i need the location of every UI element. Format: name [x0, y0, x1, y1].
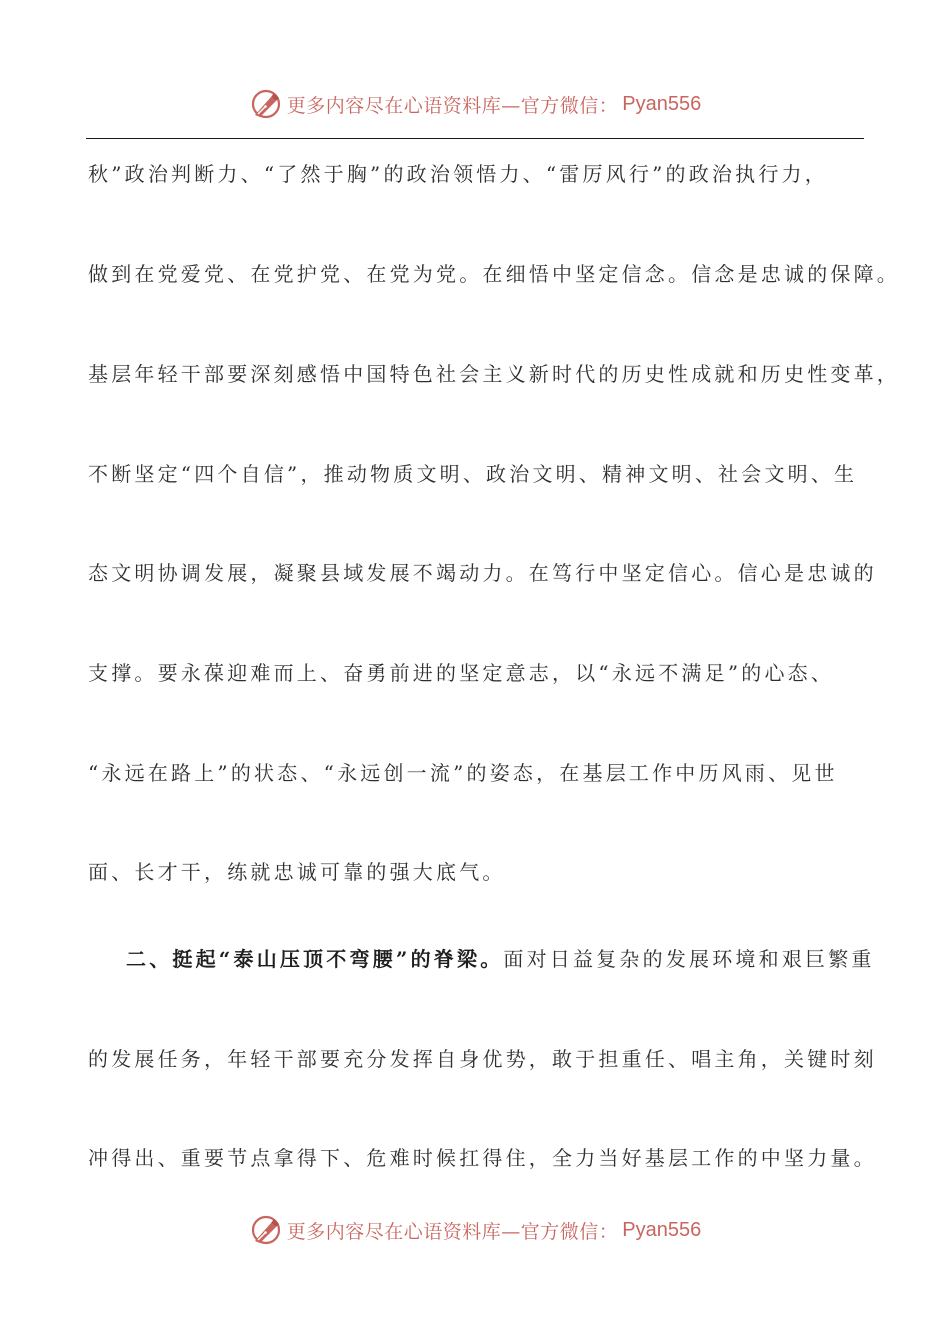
- paragraph-line: 不断坚定“四个自信”，推动物质文明、政治文明、精神文明、社会文明、生: [88, 462, 858, 486]
- paragraph-line: 冲得出、重要节点拿得下、危难时候扛得住，全力当好基层工作的中坚力量。: [88, 1146, 877, 1170]
- page-header: [0, 84, 950, 124]
- paragraph-line: 面、长才干，练就忠诚可靠的强大底气。: [88, 860, 506, 884]
- pen-nib-icon: [249, 1213, 283, 1247]
- paragraph-line: 支撑。要永葆迎难而上、奋勇前进的坚定意志，以“永远不满足”的心态、: [88, 661, 835, 685]
- header-brand-text: 更多内容尽在心语资料库—官方微信：: [286, 94, 619, 117]
- paragraph-line: 的发展任务，年轻干部要充分发挥自身优势，敢于担重任、唱主角，关键时刻: [88, 1047, 877, 1071]
- header-brand-id: Pyan556: [622, 92, 702, 115]
- paragraph-line: 做到在党爱党、在党护党、在党为党。在细悟中坚定信念。信念是忠诚的保障。: [88, 262, 900, 286]
- header-brand: [249, 87, 701, 121]
- section-first-line: [126, 943, 875, 972]
- page-footer: [0, 1210, 950, 1250]
- pen-nib-icon: [249, 87, 283, 121]
- footer-brand-text: 更多内容尽在心语资料库—官方微信：: [286, 1220, 619, 1243]
- footer-brand: [249, 1213, 701, 1247]
- paragraph-line: 态文明协调发展，凝聚县域发展不竭动力。在笃行中坚定信心。信心是忠诚的: [88, 561, 877, 585]
- section-first-line-text: 面对日益复杂的发展环境和艰巨繁重: [503, 947, 875, 971]
- paragraph-line: 基层年轻干部要深刻感悟中国特色社会主义新时代的历史性成就和历史性变革，: [88, 362, 900, 386]
- footer-brand-id: Pyan556: [622, 1218, 702, 1241]
- paragraph-line: 秋”政治判断力、“了然于胸”的政治领悟力、“雷厉风行”的政治执行力，: [88, 162, 828, 186]
- section-heading: 二、挺起“泰山压顶不弯腰”的脊梁。: [126, 947, 504, 971]
- header-divider: [86, 138, 864, 139]
- paragraph-line: “永远在路上”的状态、“永远创一流”的姿态，在基层工作中历风雨、见世: [88, 761, 838, 785]
